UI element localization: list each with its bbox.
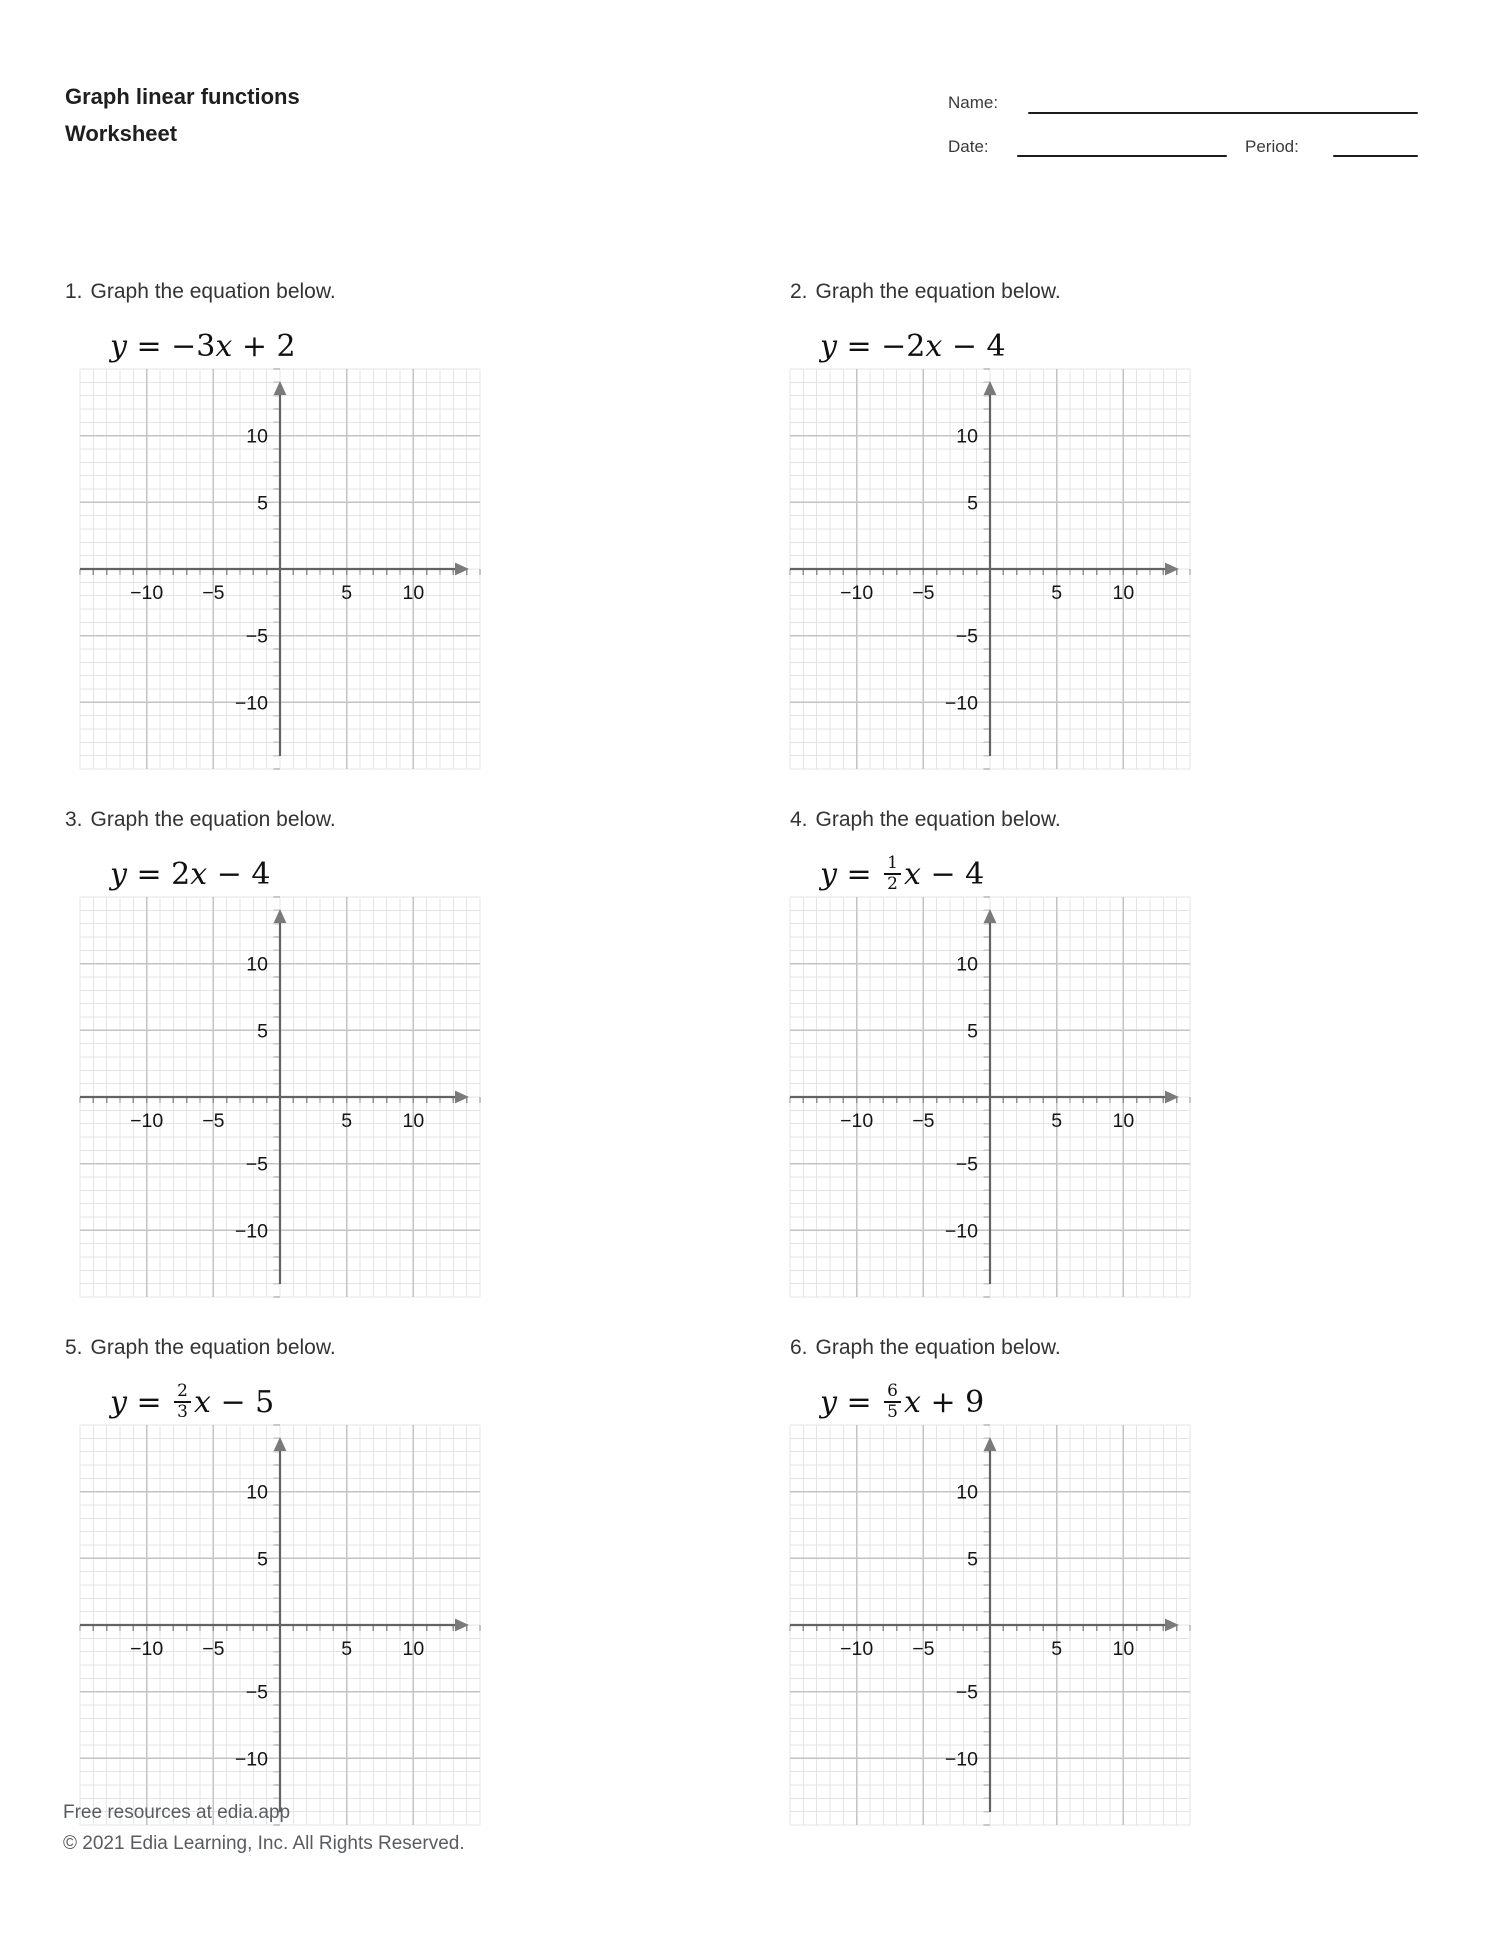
equation-term: − (942, 328, 987, 364)
problem-equation (110, 1378, 274, 1426)
fraction-numerator: 1 (887, 852, 898, 873)
x-axis-label: −5 (202, 1110, 225, 1132)
equation-term: − (210, 1384, 256, 1420)
problem-prompt (65, 806, 336, 833)
x-axis-label: 10 (402, 1110, 425, 1132)
x-axis-label: 5 (341, 1638, 353, 1660)
y-axis-label: −10 (234, 1748, 268, 1771)
equation-term: − (920, 856, 966, 892)
axes (80, 909, 469, 1284)
equation-fraction (174, 1382, 191, 1422)
y-axis-label: −5 (245, 1681, 268, 1704)
problem-prompt-text: Graph the equation below. (90, 808, 336, 831)
problem-prompt (790, 806, 1061, 833)
x-axis-label: 5 (341, 582, 353, 604)
y-axis-label: 5 (257, 492, 268, 515)
y-axis-label: −5 (955, 625, 978, 648)
axes (790, 1437, 1179, 1812)
problem-number: 2. (790, 280, 808, 303)
equation-term: − (207, 856, 252, 892)
y-axis-label: −10 (234, 1220, 268, 1243)
y-axis-label: 5 (967, 1548, 978, 1571)
x-axis-label: 5 (1051, 582, 1063, 604)
y-axis-label: −5 (955, 1681, 978, 1704)
y-axis-label: 5 (967, 1020, 978, 1043)
equation-term: 4 (251, 856, 271, 892)
coordinate-grid (79, 1424, 481, 1826)
coordinate-grid (79, 368, 481, 770)
x-axis-label: −5 (912, 582, 935, 604)
problem-number: 6. (790, 1336, 808, 1359)
problem-prompt-text: Graph the equation below. (90, 280, 336, 303)
y-axis-label: 10 (246, 953, 268, 976)
page-subtitle: Worksheet (65, 121, 178, 146)
x-axis-label: −10 (840, 582, 874, 604)
coordinate-grid (789, 1424, 1191, 1826)
x-axis-label: 10 (1112, 582, 1135, 604)
equation-term: + (920, 1384, 966, 1420)
problem-number: 4. (790, 808, 808, 831)
equation-term: −3 (171, 328, 216, 364)
equation-term: 4 (965, 856, 985, 892)
page-title: Graph linear functions (65, 84, 300, 109)
y-axis-label: −5 (955, 1153, 978, 1176)
equation-term: = (836, 856, 882, 892)
y-axis-label: −10 (234, 692, 268, 715)
equation-variable: y (110, 328, 127, 364)
equation-variable: x (194, 1384, 211, 1420)
x-axis-label: 5 (1051, 1110, 1063, 1132)
date-blank-line (1017, 155, 1227, 157)
x-axis-label: −10 (130, 1638, 164, 1660)
coordinate-grid (789, 368, 1191, 770)
y-axis-label: 10 (246, 425, 268, 448)
y-axis-label: 10 (956, 425, 978, 448)
problem-prompt (790, 278, 1061, 305)
equation-variable: x (904, 856, 921, 892)
y-axis-label: 10 (246, 1481, 268, 1504)
fraction-denominator: 2 (884, 873, 901, 894)
x-axis-label: 5 (341, 1110, 353, 1132)
x-axis-label: −5 (202, 1638, 225, 1660)
equation-variable: y (110, 856, 127, 892)
problem-prompt (65, 1334, 336, 1361)
fraction-denominator: 3 (174, 1401, 191, 1422)
problem-prompt-text: Graph the equation below. (90, 1336, 336, 1359)
x-axis-label: −10 (130, 1110, 164, 1132)
fraction-denominator: 5 (884, 1401, 901, 1422)
x-axis-label: −10 (840, 1110, 874, 1132)
y-axis-label: −5 (245, 625, 268, 648)
problem-equation (110, 850, 271, 898)
problem-item (790, 806, 1270, 1334)
y-axis-label: −10 (944, 1220, 978, 1243)
equation-term: = (126, 1384, 172, 1420)
footer-resources-text: Free resources at edia.app (63, 1802, 291, 1823)
equation-term: 2 (276, 328, 296, 364)
problem-item (790, 1334, 1270, 1862)
x-axis-label: 10 (1112, 1638, 1135, 1660)
x-axis-label: −5 (912, 1638, 935, 1660)
fraction-numerator: 2 (177, 1380, 188, 1401)
date-label: Date: (948, 137, 989, 156)
equation-term: = (126, 328, 172, 364)
problem-prompt-text: Graph the equation below. (815, 280, 1061, 303)
problem-prompt-text: Graph the equation below. (815, 808, 1061, 831)
name-label: Name: (948, 93, 999, 112)
equation-term: 4 (986, 328, 1006, 364)
axes (80, 1437, 469, 1812)
y-axis-label: 10 (956, 953, 978, 976)
equation-term: = (836, 328, 882, 364)
y-axis-label: −5 (245, 1153, 268, 1176)
x-axis-label: −5 (202, 582, 225, 604)
equation-term: + (232, 328, 277, 364)
equation-variable: x (190, 856, 208, 892)
y-axis-label: 5 (257, 1020, 268, 1043)
x-axis-label: −5 (912, 1110, 935, 1132)
equation-variable: x (925, 328, 943, 364)
coordinate-grid (79, 896, 481, 1298)
name-blank-line (1028, 112, 1418, 114)
problem-item (65, 1334, 545, 1862)
equation-term: = (836, 1384, 882, 1420)
y-axis-label: 5 (257, 1548, 268, 1571)
equation-term: 9 (965, 1384, 985, 1420)
fraction-numerator: 6 (887, 1380, 898, 1401)
x-axis-label: 10 (402, 1638, 425, 1660)
footer-copyright-text: © 2021 Edia Learning, Inc. All Rights Reserved. (63, 1833, 465, 1854)
equation-term: = (126, 856, 172, 892)
equation-variable: y (820, 1384, 837, 1420)
equation-variable: y (820, 856, 837, 892)
axes (790, 909, 1179, 1284)
x-axis-label: 10 (402, 582, 425, 604)
x-axis-label: 5 (1051, 1638, 1063, 1660)
period-label: Period: (1245, 137, 1299, 156)
y-axis-label: 5 (967, 492, 978, 515)
problem-prompt (65, 278, 336, 305)
problem-equation (820, 322, 1006, 370)
x-axis-label: 10 (1112, 1110, 1135, 1132)
period-blank-line (1333, 155, 1418, 157)
equation-term: −2 (881, 328, 926, 364)
coordinate-grid (789, 896, 1191, 1298)
equation-variable: y (820, 328, 837, 364)
problem-item (790, 278, 1270, 806)
equation-fraction (884, 854, 901, 894)
y-axis-label: −10 (944, 692, 978, 715)
equation-variable: x (215, 328, 233, 364)
problem-equation (820, 1378, 984, 1426)
problem-equation (110, 322, 296, 370)
problem-item (65, 278, 545, 806)
problem-prompt (790, 1334, 1061, 1361)
equation-variable: x (904, 1384, 921, 1420)
x-axis-label: −10 (840, 1638, 874, 1660)
problem-number: 5. (65, 1336, 83, 1359)
x-axis-label: −10 (130, 582, 164, 604)
problem-equation (820, 850, 984, 898)
problem-number: 1. (65, 280, 83, 303)
problem-number: 3. (65, 808, 83, 831)
y-axis-label: −10 (944, 1748, 978, 1771)
problem-item (65, 806, 545, 1334)
axes (80, 381, 469, 756)
equation-term: 5 (255, 1384, 275, 1420)
axes (790, 381, 1179, 756)
problem-prompt-text: Graph the equation below. (815, 1336, 1061, 1359)
equation-variable: y (110, 1384, 127, 1420)
equation-term: 2 (171, 856, 191, 892)
equation-fraction (884, 1382, 901, 1422)
y-axis-label: 10 (956, 1481, 978, 1504)
